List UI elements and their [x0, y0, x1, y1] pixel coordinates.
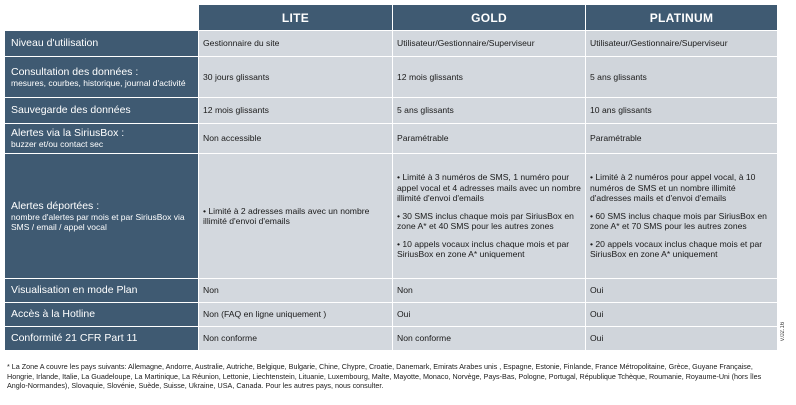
- cell-platinum: Oui: [586, 303, 778, 327]
- cell-lite: Gestionnaire du site: [199, 31, 393, 57]
- comparison-table: [5, 5, 778, 351]
- row-label-main: Consultation des données :: [11, 65, 139, 78]
- table-row: [5, 154, 778, 279]
- table-row: [5, 124, 778, 154]
- cell-lite: Non accessible: [199, 124, 393, 154]
- row-label-sub: nombre d'alertes par mois et par SiriusBox via SMS / email / appel vocal: [11, 211, 185, 232]
- cell-platinum: 10 ans glissants: [586, 98, 778, 124]
- bullet-item: • Limité à 2 numéros pour appel vocal, à 10 numéros de SMS et un nombre illimité d'adresses mails et d'envoi d'emails: [590, 172, 756, 204]
- table-row: [5, 57, 778, 98]
- row-label: [5, 327, 199, 351]
- row-label-sub: buzzer et/ou contact sec: [11, 139, 104, 149]
- bullet-item: • 30 SMS inclus chaque mois par SiriusBox en zone A* et 40 SMS pour les autres zones: [397, 210, 574, 232]
- cell-gold: [393, 154, 586, 279]
- header-gold: GOLD: [393, 5, 586, 31]
- row-label: [5, 31, 199, 57]
- table-row: [5, 279, 778, 303]
- header-row: [5, 5, 778, 31]
- version-code: v.02.16: [780, 321, 786, 341]
- cell-gold: Non: [393, 279, 586, 303]
- cell-lite: Non: [199, 279, 393, 303]
- cell-platinum: Paramétrable: [586, 124, 778, 154]
- row-label-main: Visualisation en mode Plan: [11, 284, 138, 296]
- cell-platinum: Oui: [586, 327, 778, 351]
- row-label-main: Alertes déportées :: [11, 199, 100, 212]
- row-label-main: Accès à la Hotline: [11, 308, 96, 320]
- row-label-main: Niveau d'utilisation: [11, 37, 99, 49]
- table-row: [5, 98, 778, 124]
- footnote: * La Zone A couvre les pays suivants: Allemagne, Andorre, Australie, Autriche, Belgique, Bulgarie, Chine, Chypre, Croatie, Danemark, Emirats Arabes unis , Espagne, Estonie, Finlande, France Métropolitaine, Grèce, Guyane Française, Hongrie, Irlande, Italie, La Guadeloupe, La Martinique, La Réunion, Lettonie, Liechtenstein, Lituanie, Luxembourg, Malte, Mayotte, Monaco, Norvège, Pays-Bas, Pologne, Portugal, République Tchèque, Roumanie, Royaume-Uni (hors îles Anglo-Normandes), Slovaquie, Slovénie, Suède, Suisse, Ukraine, USA, Canada. Pour les autres pays, nous consulter.: [7, 362, 762, 390]
- cell-lite: 30 jours glissants: [199, 57, 393, 98]
- cell-lite: Non (FAQ en ligne uniquement ): [199, 303, 393, 327]
- bullet-item: • Limité à 3 numéros de SMS, 1 numéro pour appel vocal et 4 adresses mails avec un nombre illimité d'envoi d'emails: [397, 172, 581, 204]
- cell-platinum: [586, 154, 778, 279]
- cell-lite: 12 mois glissants: [199, 98, 393, 124]
- header-lite: LITE: [199, 5, 393, 31]
- cell-platinum: 5 ans glissants: [586, 57, 778, 98]
- header-platinum: PLATINUM: [586, 5, 778, 31]
- header-blank: [5, 5, 199, 31]
- row-label-main: Conformité 21 CFR Part 11: [11, 332, 138, 344]
- table-row: [5, 31, 778, 57]
- row-label: [5, 279, 199, 303]
- cell-lite: • Limité à 2 adresses mails avec un nombre illimité d'envoi d'emails: [199, 154, 393, 279]
- cell-platinum: Utilisateur/Gestionnaire/Superviseur: [586, 31, 778, 57]
- row-label: [5, 154, 199, 279]
- cell-lite: Non conforme: [199, 327, 393, 351]
- row-label-main: Sauvegarde des données: [11, 104, 131, 116]
- table-row: [5, 327, 778, 351]
- row-label: [5, 303, 199, 327]
- cell-gold: 5 ans glissants: [393, 98, 586, 124]
- cell-gold: Non conforme: [393, 327, 586, 351]
- cell-gold: Utilisateur/Gestionnaire/Superviseur: [393, 31, 586, 57]
- row-label: [5, 124, 199, 154]
- cell-platinum: Oui: [586, 279, 778, 303]
- table-row: [5, 303, 778, 327]
- row-label: [5, 57, 199, 98]
- cell-gold: Paramétrable: [393, 124, 586, 154]
- bullet-item: • 10 appels vocaux inclus chaque mois et par SiriusBox en zone A* uniquement: [397, 238, 570, 260]
- cell-gold: Oui: [393, 303, 586, 327]
- cell-gold: 12 mois glissants: [393, 57, 586, 98]
- bullet-item: • 60 SMS inclus chaque mois par SiriusBox en zone A* et 70 SMS pour les autres zones: [590, 210, 767, 232]
- row-label-main: Alertes via la SiriusBox :: [11, 127, 125, 139]
- row-label-sub: mesures, courbes, historique, journal d'activité: [11, 77, 186, 88]
- bullet-item: • 20 appels vocaux inclus chaque mois et par SiriusBox en zone A* uniquement: [590, 238, 763, 260]
- row-label: [5, 98, 199, 124]
